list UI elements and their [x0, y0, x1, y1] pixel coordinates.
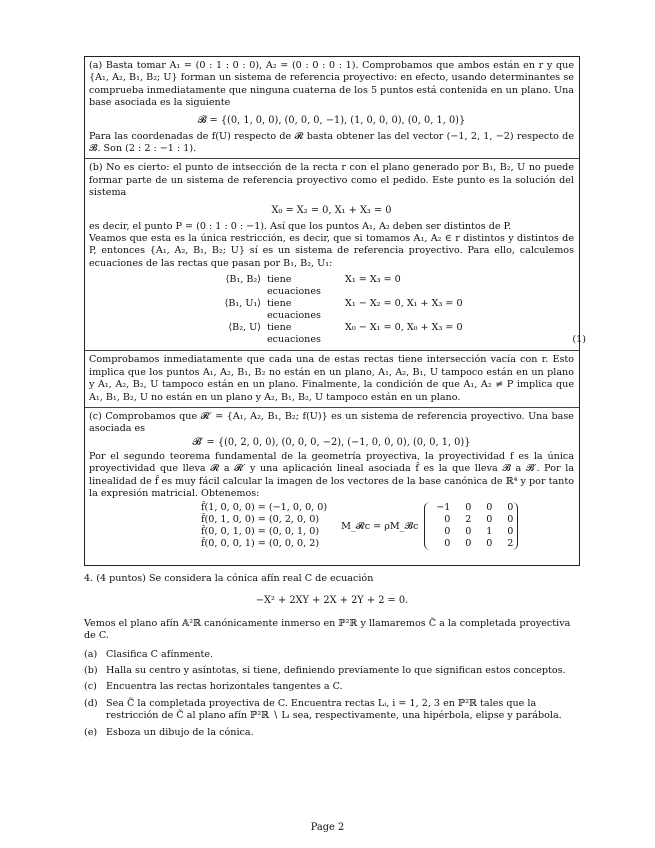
part-c-text: (c) Comprobamos que 𝓡′ = {A₁, A₂, B₁, B₂; f(U)} es un sistema de referencia proyectivo. Una base asociada es — [89, 410, 574, 435]
equation-number: (1) — [572, 334, 586, 346]
divider — [85, 407, 579, 408]
part-c-text2: Por el segundo teorema fundamental de la geometría proyectiva, la proyectividad f es la única proyectividad que lleva 𝓡 a 𝓡′ y una aplicación lineal asociada f̂ es la que lleva 𝓑 a 𝓑′. Por la linealidad de f̂ es muy fácil calcular la imagen de los vectores de la base canónica de ℝ⁴ y por tanto la expresión matricial. Obtenemos: — [89, 450, 574, 499]
lines-equations-table — [199, 274, 586, 346]
list-item: (c) Encuentra las rectas horizontales tangentes a C. — [84, 681, 343, 693]
divider — [85, 350, 579, 351]
part-b-system: X₀ = X₂ = 0, X₁ + X₃ = 0 — [271, 204, 392, 216]
divider — [85, 158, 579, 159]
part-b-text3: Veamos que esta es la única restricción, es decir, que si tomamos A₁, A₂ ∈ r distintos y distintos de P, entonces {A₁, A₂, B₁, B₂; U} sí es un sistema de referencia proyectivo. Para ello, calculemos ecuaciones de las rectas que pasan por B₁, B₂, U₁: — [89, 233, 574, 269]
matrix-label: M_𝓡c = ρM_𝓑c — [341, 520, 419, 532]
list-item: (b) Halla su centro y asíntotas, si tiene, definiendo previamente lo que significan estos conceptos. — [84, 665, 566, 677]
matrix: −1 0 0 0 0 2 0 0 0 0 1 0 0 0 0 2 — [424, 502, 518, 550]
part-a-text: (a) Basta tomar A₁ = (0 : 1 : 0 : 0), A₂ = (0 : 0 : 0 : 1). Comprobamos que ambos están en r y que {A₁, A₂, B₁, B₂; U} forman un sistema de referencia proyectivo: en efecto, usando determinantes se comprueba inmediatamente que ninguna cuaterna de los 5 puntos está contenida en un plano. Una base asociada es la siguiente — [89, 60, 574, 109]
part-a-coords: Para las coordenadas de f(U) respecto de 𝓡 basta obtener las del vector (−1, 2, 1, −2) respecto de 𝓑. Son (2 : 2 : −1 : 1). — [89, 130, 574, 155]
part-b-text4: Comprobamos inmediatamente que cada una de estas rectas tiene intersección vacía con r. Esto implica que los puntos A₁, A₂, B₁, B₂ no están en un plano, A₁, A₂, B₁, U tampoco están en un plano y A₁, A₂, B₂, U tampoco están en un plano. Finalmente, la condición de que A₁, A₂ ≠ P implica que A₁, B₁, B₂, U no están en un plano y A₂, B₁, B₂, U tampoco están en un plano. — [89, 354, 574, 403]
table-row: ⟨B₂, U⟩ tiene ecuaciones X₀ − X₁ = 0, X₀ + X₃ = 0 — [228, 322, 463, 346]
question-4 — [84, 573, 580, 743]
table-row: ⟨B₁, B₂⟩ tiene ecuaciones X₁ = X₃ = 0 — [225, 274, 401, 298]
matrix-section — [201, 502, 574, 550]
page-number: Page 2 — [310, 822, 345, 833]
table-row: ⟨B₁, U₁⟩ tiene ecuaciones X₁ − X₂ = 0, X₁ + X₃ = 0 — [224, 298, 463, 322]
question-equation: −X² + 2XY + 2X + 2Y + 2 = 0. — [255, 595, 409, 607]
list-item: (e) Esboza un dibujo de la cónica. — [84, 726, 254, 738]
question-head: 4. (4 puntos) Se considera la cónica afín real C de ecuación — [84, 573, 374, 584]
image-list: f̂(1, 0, 0, 0) = (−1, 0, 0, 0) f̂(0, 1, 0, 0) = (0, 2, 0, 0) f̂(0, 0, 1, 0) = (0, 0, 1, 0) f̂(0, 0, 0, 1) = (0, 0, 0, 2) — [201, 502, 328, 550]
list-item: (d) Sea C̃ la completada proyectiva de C. Encuentra rectas Lᵢ, i = 1, 2, 3 en ℙ²ℝ tales que la restricción de C̃ al plano afín ℙ²ℝ ∖ Lᵢ sea, respectivamente, una hipérbola, elipse y parábola. — [84, 697, 562, 722]
question-intro: Vemos el plano afín 𝔸²ℝ canónicamente inmerso en ℙ²ℝ y llamaremos C̃ a la completada proyectiva de C. — [84, 617, 571, 642]
part-b-text: (b) No es cierto: el punto de intsección de la recta r con el plano generado por B₁, B₂, U no puede formar parte de un sistema de referencia proyectivo como el pedido. Este punto es la solución del sistema — [89, 162, 574, 199]
part-a-basis: 𝓑 = {(0, 1, 0, 0), (0, 0, 0, −1), (1, 0, 0, 0), (0, 0, 1, 0)} — [197, 114, 466, 126]
part-b-text2: es decir, el punto P = (0 : 1 : 0 : −1). Así que los puntos A₁, A₂ deben ser distintos de P. — [89, 220, 512, 232]
solution-box — [84, 56, 586, 566]
list-item: (a) Clasifica C afínmente. — [84, 648, 214, 660]
part-c-basis: 𝓑′ = {(0, 2, 0, 0), (0, 0, 0, −2), (−1, 0, 0, 0), (0, 0, 1, 0)} — [192, 436, 471, 448]
